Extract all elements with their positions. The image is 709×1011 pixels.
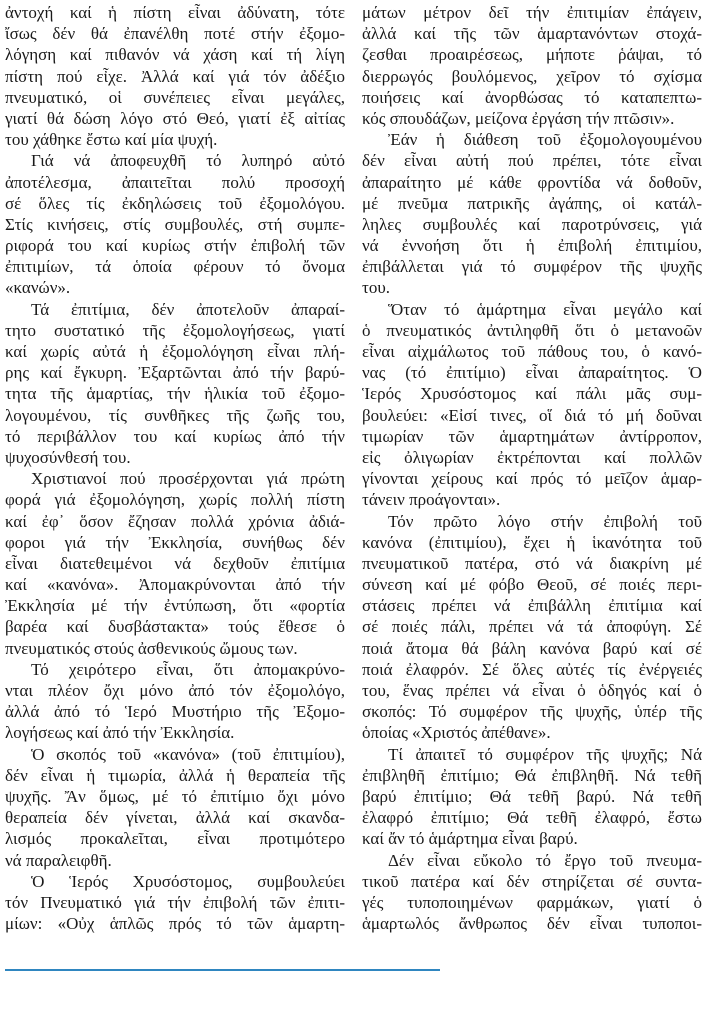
text-line: Ὁ σκοπός τοῦ «κανόνα» (τοῦ ἐπιτιμίου), [31,744,345,764]
text-line: κός σπουδάζων, μείζονα ἐργάση τήν πτῶσιν». [362,108,675,128]
text-line: Ἐκκλησία μέ τήν ἐντύπωση, ὅτι «φορτία [5,596,345,616]
text-line: δέν εἶναι ἡ τιμωρία, ἀλλά ἡ θεραπεία τῆς [5,765,345,785]
text-line: τιμωρίαν τῶν ἁμαρτημάτων ἀντίρροπον, [362,426,702,446]
text-line: ἐπιβληθῆ ἐπιτίμιο; Θά ἐπιβληθῆ. Νά τεθῆ [362,765,702,785]
text-line: βαρύ ἐπιτίμιο; Θά τεθῆ βαρύ. Νά τεθῆ [362,786,702,806]
text-line: ποιήσεις καί ἀνορθώσας τό καταπεπτω- [362,87,702,107]
text-line: του. [362,278,390,298]
text-line: καί ἐφ᾽ ὅσον ἔζησαν πολλά χρόνια ἀδιά- [5,511,345,531]
text-line: καί «κανόνα». Ἀπομακρύνονται ἀπό τήν [5,575,345,595]
text-line: ρης καί ἔγκυρη. Ἐξαρτῶνται ἀπό τήν βαρύ- [5,363,345,383]
paragraph [5,744,345,871]
text-line: λογουμένου, τίς συνθῆκες τῆς ζωῆς του, [5,405,345,425]
text-line: σέ ὅλες τίς ἐκδηλώσεις τοῦ ἐξομολόγου. [5,193,345,213]
text-line: ζεσθαι προαιρέσεως, μήποτε ῥάψαι, τό [362,45,702,65]
paragraph [362,511,702,744]
text-line: εἰς ὀλιγωρίαν ἐκτρέπονται καί πολλῶν [362,447,702,467]
text-line: κανόνα (ἐπιτιμίου), ἔχει ἡ ἱκανότητα τοῦ [362,532,702,552]
text-line: βουλεύει: «Εἰσί τινες, οἵ διά τό μή δοῦναι [362,405,702,425]
text-line: νας (τό ἐπιτίμιο) εἶναι ἀπαραίτητος. Ὁ [362,363,702,383]
text-line: «κανών». [5,278,71,298]
paragraph [5,871,345,935]
text-line: τάνειν προάγονται». [362,490,501,510]
text-line: τικοῦ πατέρα καί δέν στηρίζεται σέ συντα- [362,871,702,891]
footnote-divider [5,969,440,971]
text-line: νά παραλειφθῆ. [5,850,112,870]
text-line: σύνεση καί μέ φόβο Θεοῦ, σέ ποιές περι- [362,575,702,595]
text-line: νά ἐννοήση ὅτι ἡ ἐπιβολή ἐπιτιμίου, [362,236,702,256]
text-line: Τό χειρότερο εἶναι, ὅτι ἀπομακρύνο- [31,659,345,679]
text-line: ἴσως δέν θά ἐπανέλθη ποτέ στήν ἐξομο- [5,24,345,44]
paragraph [362,299,702,511]
text-line: Τά ἐπιτίμια, δέν ἀποτελοῦν ἀπαραί- [31,299,345,319]
text-line: γίνονται χείρους καί πρός τό μεῖζον ἁμαρ- [362,469,702,489]
text-line: πνευματικός στούς ἀσθενικούς ὤμους των. [5,638,298,658]
text-line: διερρωγός βουλόμενος, χεῖρον τό σχίσμα [362,66,702,86]
text-line: ὁ πνευματικός ἀντιληφθῆ ὅτι ὁ μετανοῶν [362,320,702,340]
text-line: Γιά νά ἀποφευχθῆ τό λυπηρό αὐτό [31,151,345,171]
text-line: λισμός προκαλεῖται, εἶναι προτιμότερο [5,829,345,849]
text-line: Ὁ Ἱερός Χρυσόστομος, συμβουλεύει [31,871,345,891]
left-column [5,2,345,934]
text-line: ὁποίας «Χριστός ἀπέθανε». [362,723,551,743]
text-line: καί ἄν τό ἁμάρτημα εἶναι βαρύ. [362,829,578,849]
text-line: λόγηση καί πιθανόν νά χάση καί τή λίγη [5,45,345,65]
paragraph [362,129,702,299]
text-line: πίστη πού εἶχε. Ἀλλά καί γιά τόν ἀδέξιο [5,66,345,86]
text-line: σκοπός: Τό συμφέρον τῆς ψυχῆς, ὑπέρ τῆς [362,702,702,722]
text-line: Ἐάν ἡ διάθεση τοῦ ἐξομολογουμένου [388,130,702,150]
text-line: Στίς κινήσεις, στίς συμβουλές, στή συμπε- [5,214,345,234]
text-line: βαρέα καί δυσβάστακτα» τούς ἔθεσε ὁ [5,617,345,637]
text-line: ἀντοχή καί ἡ πίστη εἶναι ἀδύνατη, τότε [5,3,345,22]
text-line: πνευματικό, οἱ συνέπειες εἶναι μεγάλες, [5,87,345,107]
text-line: ἀλλά ἀπό τό Ἱερό Μυστήριο τῆς Ἐξομο- [5,702,345,722]
text-line: τητο συστατικό τῆς ἐξομολογήσεως, γιατί [5,320,345,340]
text-line: Τόν πρῶτο λόγο στήν ἐπιβολή τοῦ [388,511,702,531]
text-line: Δέν εἶναι εὔκολο τό ἔργο τοῦ πνευμα- [388,850,702,870]
text-line: ψυχῆς. Ἄν ὅμως, μέ τό ἐπιτίμιο ὄχι μόνο [5,786,345,806]
text-line: φοροι γιά τήν Ἐκκλησία, συνήθως δέν [5,532,345,552]
text-line: ψυχοσύνθεσή του. [5,447,131,467]
text-line: ἐπιβάλλεται γιά τό συμφέρον τῆς ψυχῆς [362,257,702,277]
text-line: ριφορά του καί κυρίως στήν ἐπιβολή τῶν [5,236,345,256]
text-line: ποιά ἐλαφρόν. Σέ ὅλες αὐτές τίς ἐνέργειές [362,659,702,679]
text-line: ἀπαραίτητο μέ κάθε φροντίδα νά δοθοῦν, [362,172,702,192]
text-line: θεραπεία δέν γίνεται, ἀλλά καί σκανδα- [5,808,345,828]
text-line: μέ πνεῦμα πατρικῆς ἀγάπης, οἱ κατάλ- [362,193,702,213]
paragraph [362,744,702,850]
text-line: τόν Πνευματικό γιά τήν ἐπιβολή τῶν ἐπιτι- [5,892,345,912]
text-line: καί χωρίς αὐτά ἡ ἐξομολόγηση εἶναι πλή- [5,342,345,361]
text-line: εἶναι διατεθειμένοι νά δεχθοῦν ἐπιτίμια [5,553,345,573]
text-line: μίων: «Οὐχ ἁπλῶς πρός τό τῶν ἁμαρτη- [5,914,345,934]
text-line: του, ἕνας πρέπει νά εἶναι ὁ ὁδηγός καί ὁ [362,681,702,700]
text-line: του χάθηκε ἔστω καί μία ψυχή. [5,130,218,150]
text-line: φορά γιά ἐξομολόγηση, χωρίς πολλή πίστη [5,490,345,510]
text-line: νται πλέον ὄχι μόνο ἀπό τόν ἐξομολόγο, [5,681,345,700]
text-line: Ἱερός Χρυσόστομος καί πάλι μᾶς συμ- [362,384,702,404]
text-line: ἐπιτιμίων, τά ὁποία φέρουν τό ὄνομα [5,257,345,277]
text-line: τητα τῆς ἁμαρτίας, τήν ἡλικία τοῦ ἐξομο- [5,384,345,404]
text-line: στάσεις πρέπει νά ἐπιβάλλη ἐπιτίμια καί [362,596,702,616]
text-line: γιατί θά δώση λόγο στό Θεό, γιατί ἐξ αἰτίας [5,108,345,128]
text-line: Ὅταν τό ἁμάρτημα εἶναι μεγάλο καί [388,299,702,319]
text-line: ἁμαρτωλός ἄνθρωπος δέν εἶναι τυποποι- [362,914,702,934]
text-line: σέ ποιές πάλι, πρέπει νά τά ἀποφύγη. Σέ [362,617,702,637]
text-line: ἀλλά καί τῆς τῶν ἁμαρτανόντων στοχά- [362,24,702,44]
paragraph [5,659,345,744]
paragraph [362,850,702,935]
paragraph [362,2,702,129]
text-line: ληλες συμβουλές καί παροτρύνσεις, γιά [362,214,702,234]
paragraph [5,2,345,150]
text-line: ποιά ἄτομα θά βάλη κανόνα βαρύ καί σέ [362,638,702,658]
text-line: εἶναι αἰχμάλωτος τοῦ πάθους του, ὁ κανό- [362,342,702,361]
text-line: μάτων μέτρον δεῖ τήν ἐπιτιμίαν ἐπάγειν, [362,3,702,22]
text-line: λογήσεως καί ἀπό τήν Ἐκκλησία. [5,723,235,743]
paragraph [5,468,345,659]
paragraph [5,299,345,469]
text-line: πνευματικοῦ πατέρα, στό νά διακρίνη μέ [362,553,702,573]
paragraph [5,150,345,298]
text-line: γές τυποποιημένων φαρμάκων, γιατί ὁ [362,892,702,912]
text-line: ἐλαφρό ἐπιτίμιο; Θά τεθῆ ἐλαφρό, ἔστω [362,808,702,828]
text-line: ἀποτέλεσμα, ἀπαιτεῖται πολύ προσοχή [5,172,345,192]
text-line: Χριστιανοί πού προσέρχονται γιά πρώτη [31,469,345,489]
text-line: Τί ἀπαιτεῖ τό συμφέρον τῆς ψυχῆς; Νά [388,744,702,764]
right-column [362,2,702,934]
text-line: δέν εἶναι αὐτή πού πρέπει, τότε εἶναι [362,151,702,171]
text-line: τό περιβάλλον του καί κυρίως ἀπό τήν [5,426,345,446]
